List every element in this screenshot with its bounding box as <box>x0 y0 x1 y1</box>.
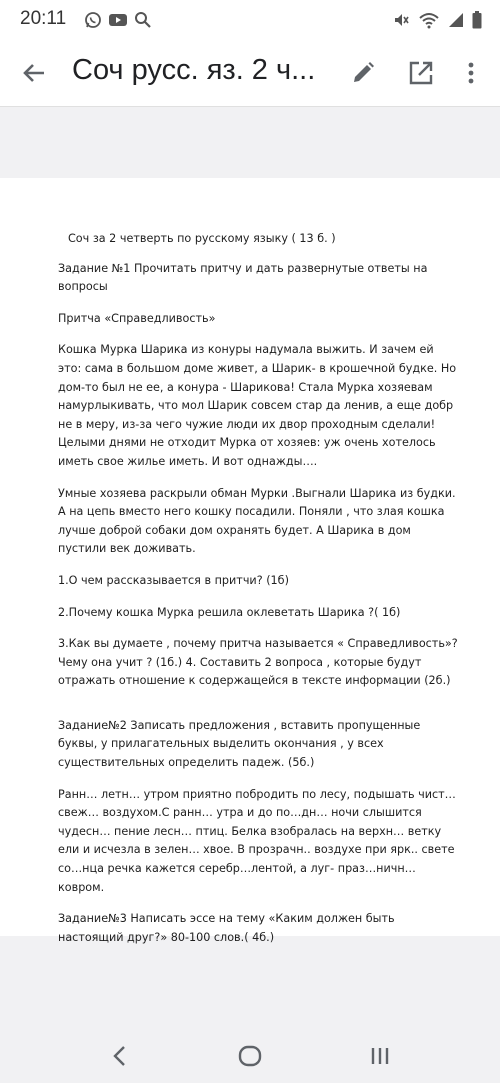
nav-recents-icon[interactable] <box>365 1041 395 1071</box>
question-1: 1.О чем рассказывается в притчи? (1б) <box>58 573 289 587</box>
app-bar <box>0 40 500 107</box>
search-icon <box>134 11 152 29</box>
document-title: Соч русс. яз. 2 ч... <box>72 54 316 86</box>
youtube-icon <box>108 12 128 28</box>
parable-paragraph-2: Умные хозяева раскрыли обман Мурки .Выгнали Шарика из будки. А на цепь вместо него кошку посадили. Поняли , что злая кошка лучше доброй собаки дом охранять будет. А Шарика в дом пустили век доживать. <box>58 486 456 556</box>
back-arrow-icon[interactable] <box>18 57 50 89</box>
task2-text: Задание№2 Записать предложения , вставить пропущенные буквы, у прилагательных выделить окончания , у всех существительных определить падеж. (5б.) <box>58 718 421 770</box>
nav-back-icon[interactable] <box>105 1041 135 1071</box>
wifi-icon <box>418 11 440 29</box>
whatsapp-icon <box>84 11 102 29</box>
signal-icon <box>448 12 464 28</box>
system-icons <box>392 10 482 30</box>
status-time: 20:11 <box>20 8 67 29</box>
document-page <box>0 178 500 944</box>
parable-paragraph-1: Кошка Мурка Шарика из конуры надумала выжить. И зачем ей это: сама в большом доме живет, а Шарик- в крошечной будке. Но дом-то был не ее, а конура - Шарикова! Стала Мурка хозяевам намурлыкивать, что мол Шарик совсем стар да ленив, а еще добр не в меру, из-за чего чужие люди их двор проходным сделали! Целыми днями не отходит Мурка от хозяев: уж очень хотелось иметь свое жилье иметь. И вот однажды…. <box>58 343 457 468</box>
task1-text: Задание №1 Прочитать притчу и дать развернутые ответы на вопросы <box>58 261 428 294</box>
more-vert-icon[interactable] <box>456 58 486 88</box>
question-2: 2.Почему кошка Мурка решила оклеветать Шарика ?( 1б) <box>58 605 401 619</box>
task2-exercise: Ранн… летн… утром приятно побродить по лесу, подышать чист… свеж… воздухом.С ранн… утра и до по…дн… ночи слышится чудесн… пение лесн… птиц. Белка взобралась на верхн… ветку ели и исчезла в зелен… хвое. В прозрачн.. воздухе при ярк.. свете со…нца речка кажется серебр…лентой, а луг- праз…ничн… ковром. <box>58 787 456 894</box>
task3-text: Задание№3 Написать эссе на тему «Каким должен быть настоящий друг?» 80-100 слов.( 4б.) <box>58 912 395 944</box>
nav-home-icon[interactable] <box>235 1041 265 1071</box>
battery-icon <box>472 11 482 29</box>
navigation-bar <box>0 1025 500 1083</box>
open-external-icon[interactable] <box>406 58 436 88</box>
edit-pencil-icon[interactable] <box>348 58 378 88</box>
doc-heading: Соч за 2 четверть по русскому языку ( 13 б. ) <box>68 232 336 245</box>
notification-icons <box>84 10 152 30</box>
document-body <box>58 230 460 960</box>
mute-icon <box>392 11 410 29</box>
status-bar <box>0 0 500 40</box>
parable-title: Притча «Справедливость» <box>58 311 216 325</box>
question-3: 3.Как вы думаете , почему притча называется « Справедливость»? Чему она учит ? (1б.) 4. Составить 2 вопроса , которые будут отражать отношение к содержащейся в тексте информации (2б.) <box>58 637 458 688</box>
